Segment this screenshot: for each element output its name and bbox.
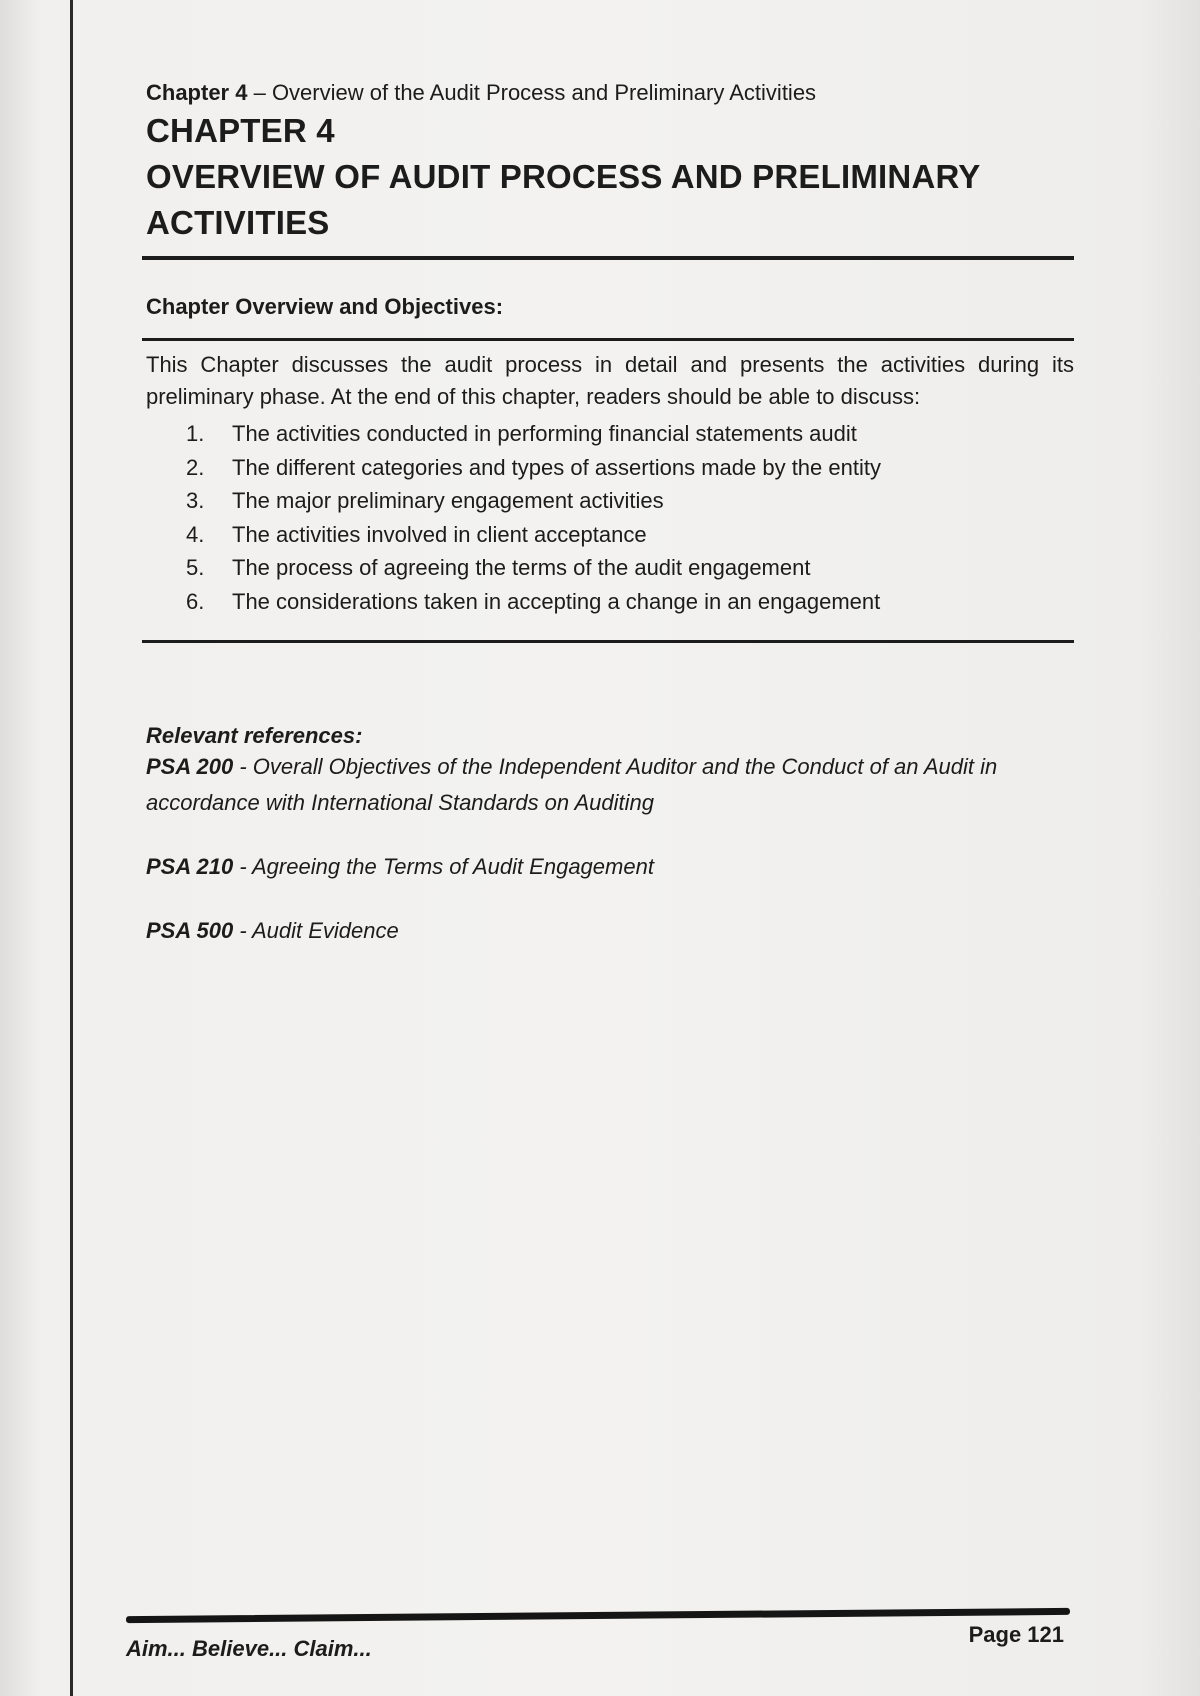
overview-heading: Chapter Overview and Objectives: (146, 294, 504, 319)
reference-code: PSA 210 (146, 854, 234, 879)
references-section (146, 723, 1074, 949)
objective-item (186, 484, 1074, 518)
binding-edge (70, 0, 73, 1696)
page-number: Page 121 (968, 1622, 1064, 1647)
overview-divider (142, 338, 1074, 341)
objective-text: The considerations taken in accepting a change in an engagement (232, 588, 881, 614)
objective-number: 1. (186, 421, 205, 446)
overview-intro: This Chapter discusses the audit process in detail and presents the activities during its preliminary phase. At the end of this chapter, readers should be able to discuss: (146, 352, 1074, 409)
chapter-title-line-1: OVERVIEW OF AUDIT PROCESS AND PRELIMINARY (146, 158, 981, 195)
objective-item (186, 518, 1074, 552)
objective-item (186, 551, 1074, 585)
chapter-number: CHAPTER 4 (146, 112, 335, 149)
reference-code: PSA 500 (146, 918, 234, 943)
page-content (146, 70, 1074, 949)
objectives-divider (142, 640, 1074, 643)
footer-divider (126, 1608, 1070, 1623)
objective-text: The different categories and types of assertions made by the entity (232, 454, 881, 480)
objective-text: The activities conducted in performing financial statements audit (232, 421, 857, 446)
objective-number: 3. (186, 488, 205, 513)
objective-item (186, 417, 1074, 451)
objective-item (186, 585, 1074, 619)
objective-item (186, 451, 1074, 485)
reference-code: PSA 200 (146, 754, 234, 779)
objective-number: 5. (186, 555, 205, 580)
objectives-list (146, 417, 1074, 618)
chapter-title-line-2: ACTIVITIES (146, 204, 330, 241)
reference-psa-200 (146, 749, 1074, 821)
chapter-title (146, 154, 1046, 246)
objective-text: The process of agreeing the terms of the audit engagement (232, 555, 811, 580)
references-heading: Relevant references: (146, 723, 363, 748)
running-header-chapter: Chapter 4 (146, 80, 248, 105)
footer-motto: Aim... Believe... Claim... (126, 1636, 372, 1661)
running-header (146, 80, 1074, 106)
title-divider (142, 256, 1074, 260)
objective-text: The major preliminary engagement activities (232, 488, 664, 513)
reference-title: - Agreeing the Terms of Audit Engagement (233, 854, 654, 879)
objective-number: 6. (186, 588, 205, 614)
reference-title: - Audit Evidence (233, 918, 399, 943)
reference-title: - Overall Objectives of the Independent Auditor and the Conduct of an Audit in accordance with International Standards on Auditing (146, 754, 998, 815)
running-header-title: – Overview of the Audit Process and Preliminary Activities (247, 80, 817, 105)
objective-text: The activities involved in client acceptance (232, 521, 647, 547)
objective-number: 2. (186, 454, 205, 480)
reference-psa-210 (146, 849, 1074, 885)
reference-psa-500 (146, 913, 1074, 949)
objective-number: 4. (186, 521, 205, 547)
